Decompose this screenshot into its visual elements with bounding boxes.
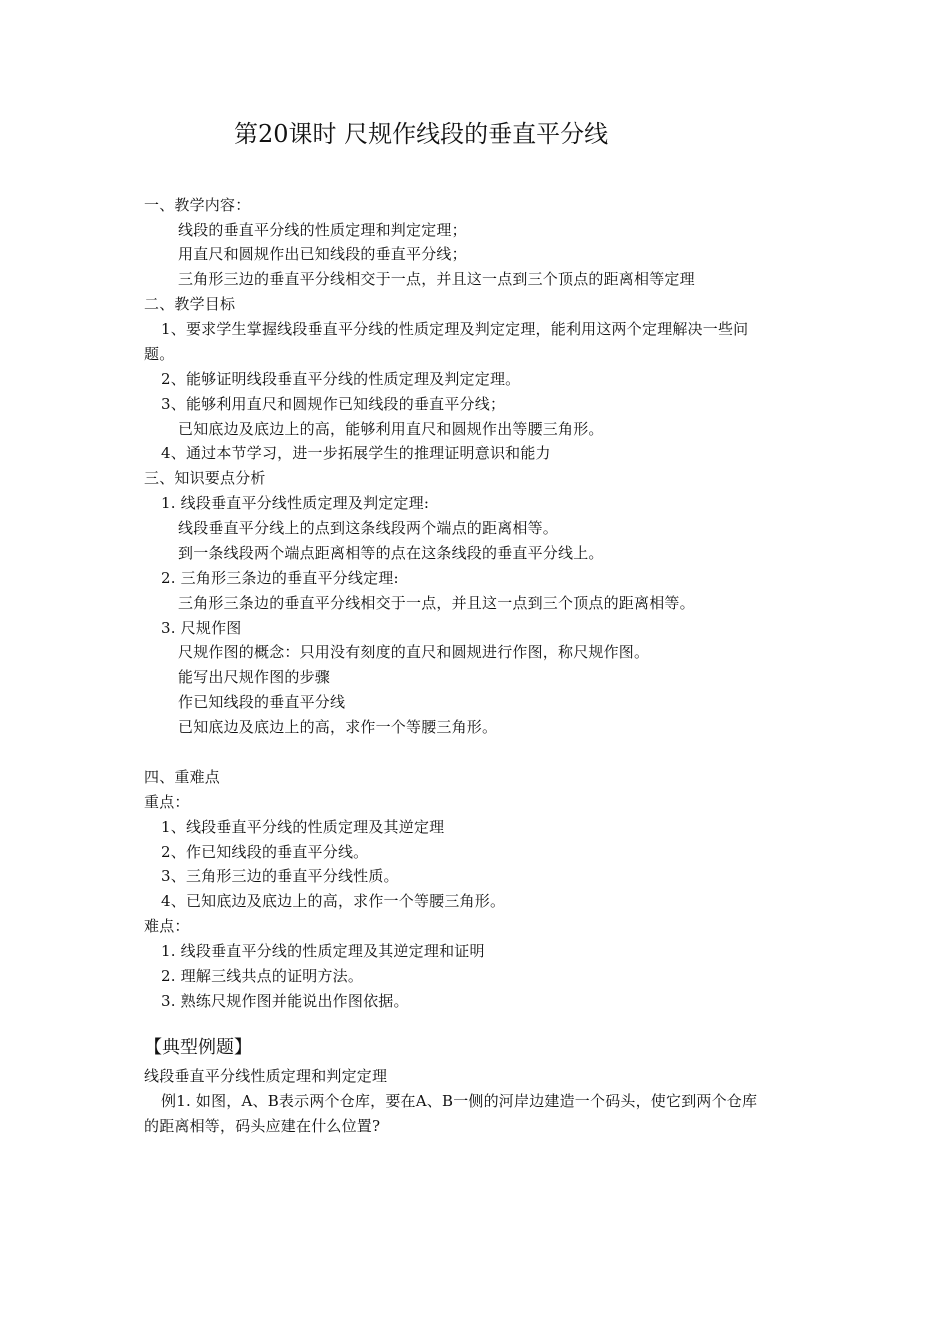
section3-point3-a: 尺规作图的概念：只用没有刻度的直尺和圆规进行作图，称尺规作图。 [178, 643, 650, 661]
hard-point-item: 3. 熟练尺规作图并能说出作图依据。 [161, 992, 409, 1010]
section3-point1-b: 到一条线段两个端点距离相等的点在这条线段的垂直平分线上。 [178, 544, 604, 562]
key-points-label: 重点： [144, 793, 190, 811]
section2-item1-line1: 1、要求学生掌握线段垂直平分线的性质定理及判定定理，能利用这两个定理解决一些问 [161, 320, 749, 338]
section1-item: 三角形三边的垂直平分线相交于一点，并且这一点到三个顶点的距离相等定理 [178, 270, 695, 288]
section2-item3: 3、能够利用直尺和圆规作已知线段的垂直平分线； [161, 395, 506, 413]
section2-item4: 4、通过本节学习，进一步拓展学生的推理证明意识和能力 [161, 444, 551, 462]
section3-point1-a: 线段垂直平分线上的点到这条线段两个端点的距离相等。 [178, 519, 559, 537]
key-point-item: 4、已知底边及底边上的高，求作一个等腰三角形。 [161, 892, 506, 910]
key-point-item: 2、作已知线段的垂直平分线。 [161, 843, 369, 861]
section3-point3-d: 已知底边及底边上的高，求作一个等腰三角形。 [178, 718, 498, 736]
section3-point3: 3. 尺规作图 [161, 619, 242, 637]
section1-heading: 一、教学内容： [144, 196, 251, 214]
example1-line1: 例1. 如图，A、B表示两个仓库，要在A、B一侧的河岸边建造一个码头，使它到两个仓库 [161, 1092, 758, 1110]
section3-heading: 三、知识要点分析 [144, 469, 266, 487]
page-title: 第20课时 尺规作线段的垂直平分线 [234, 120, 609, 148]
section3-point3-b: 能写出尺规作图的步骤 [178, 668, 331, 686]
hard-point-item: 1. 线段垂直平分线的性质定理及其逆定理和证明 [161, 942, 485, 960]
section2-heading: 二、教学目标 [144, 295, 236, 313]
examples-subheading: 线段垂直平分线性质定理和判定定理 [144, 1067, 388, 1085]
section3-point3-c: 作已知线段的垂直平分线 [178, 693, 346, 711]
examples-heading: 【典型例题】 [144, 1037, 252, 1058]
example1-line2: 的距离相等，码头应建在什么位置? [144, 1117, 381, 1135]
section2-item2: 2、能够证明线段垂直平分线的性质定理及判定定理。 [161, 370, 521, 388]
section3-point1: 1. 线段垂直平分线性质定理及判定定理: [161, 494, 430, 512]
section3-point2-a: 三角形三条边的垂直平分线相交于一点，并且这一点到三个顶点的距离相等。 [178, 594, 695, 612]
section1-item: 线段的垂直平分线的性质定理和判定定理； [178, 221, 467, 239]
section1-item: 用直尺和圆规作出已知线段的垂直平分线； [178, 245, 467, 263]
section2-item1-line2: 题。 [144, 345, 175, 363]
hard-points-label: 难点： [144, 917, 190, 935]
section2-item3-sub: 已知底边及底边上的高，能够利用直尺和圆规作出等腰三角形。 [178, 420, 604, 438]
key-point-item: 1、线段垂直平分线的性质定理及其逆定理 [161, 818, 445, 836]
hard-point-item: 2. 理解三线共点的证明方法。 [161, 967, 364, 985]
section4-heading: 四、重难点 [144, 768, 221, 786]
section3-point2: 2. 三角形三条边的垂直平分线定理: [161, 569, 399, 587]
key-point-item: 3、三角形三边的垂直平分线性质。 [161, 867, 399, 885]
